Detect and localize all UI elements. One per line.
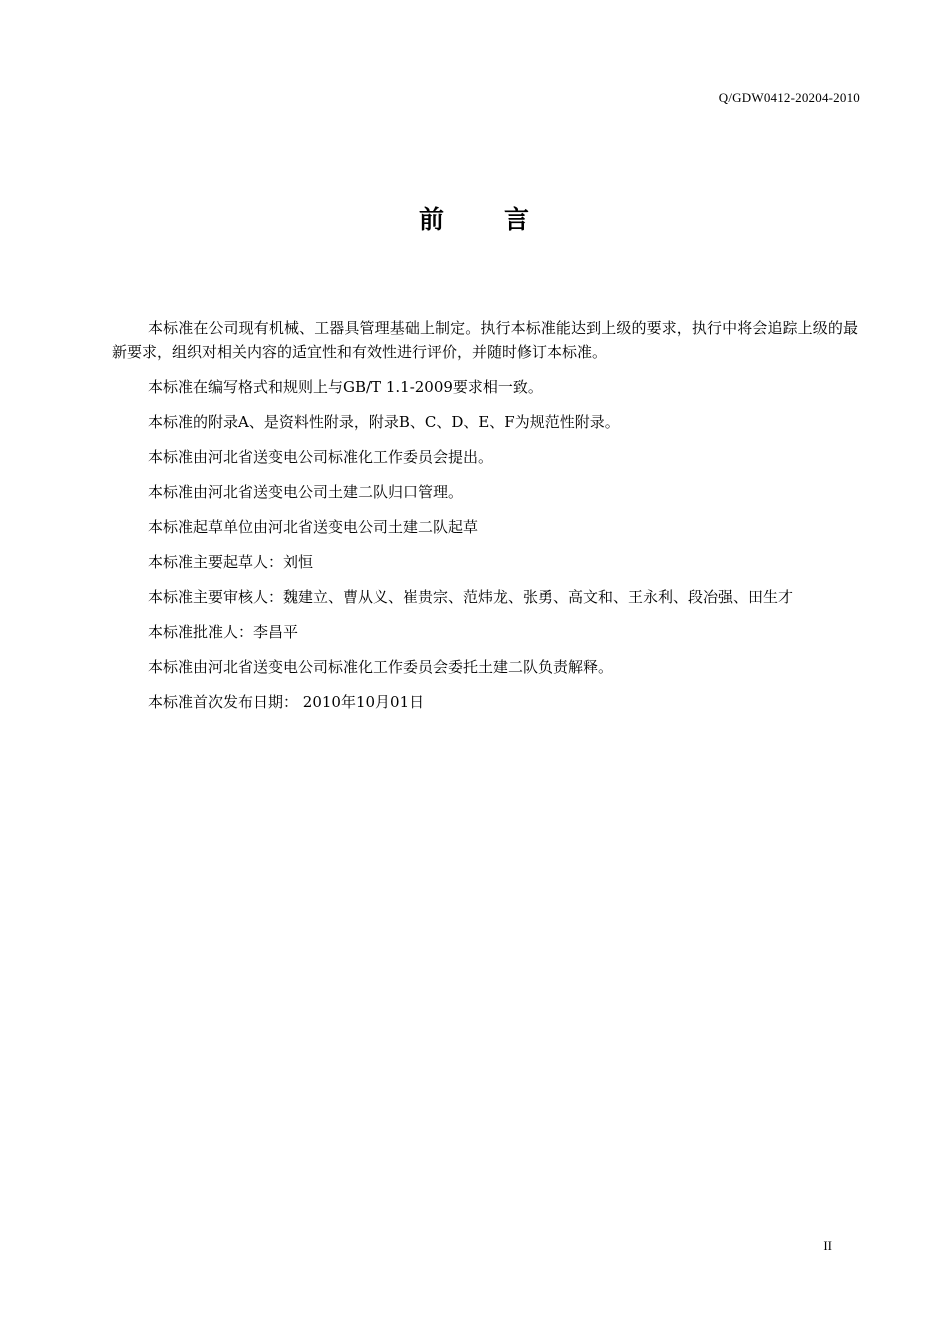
paragraph-approver: 本标准批准人：李昌平 — [148, 623, 299, 641]
paragraph-proposed-by: 本标准由河北省送变电公司标准化工作委员会提出。 — [148, 448, 494, 466]
paragraph-release-date: 本标准首次发布日期： 2010年10月01日 — [148, 693, 425, 711]
paragraph-format-rules: 本标准在编写格式和规则上与GB/T 1.1-2009要求相一致。 — [148, 378, 543, 396]
paragraph-reviewers: 本标准主要审核人：魏建立、曹从义、崔贵宗、范炜龙、张勇、高文和、王永利、段冶强、田生才 — [148, 588, 794, 606]
page-title — [0, 200, 950, 236]
paragraph-interpretation: 本标准由河北省送变电公司标准化工作委员会委托土建二队负责解释。 — [148, 658, 614, 676]
title-char-1: 前 — [418, 205, 446, 234]
paragraph-managed-by: 本标准由河北省送变电公司土建二队归口管理。 — [148, 483, 464, 501]
foreword-body — [112, 316, 858, 725]
paragraph-main-drafter: 本标准主要起草人：刘恒 — [148, 553, 314, 571]
paragraph-revision-policy: 本标准在公司现有机械、工器具管理基础上制定。执行本标准能达到上级的要求，执行中将会追踪上级的最新要求，组织对相关内容的适宜性和有效性进行评价，并随时修订本标准。 — [112, 319, 858, 361]
paragraph-drafting-unit: 本标准起草单位由河北省送变电公司土建二队起草 — [148, 518, 479, 536]
page-number: II — [823, 1238, 832, 1253]
paragraph-appendices: 本标准的附录A、是资料性附录，附录B、C、D、E、F为规范性附录。 — [148, 413, 620, 431]
title-char-2: 言 — [504, 205, 532, 234]
document-code: Q/GDW0412-20204-2010 — [718, 90, 860, 105]
